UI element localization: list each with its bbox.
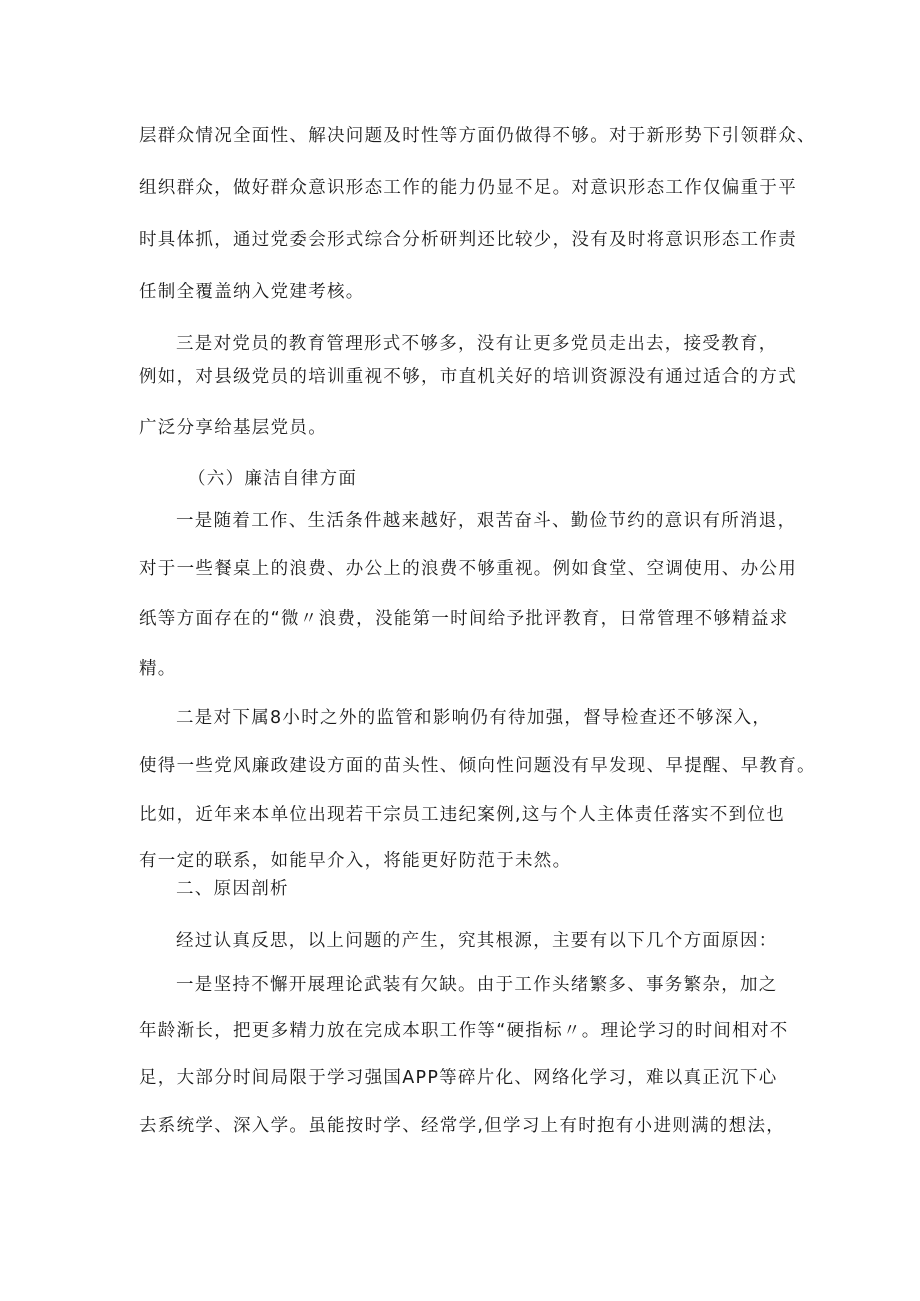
section-heading: 二、原因剖析 [176, 879, 289, 899]
text-line: 层群众情况全面性、解决问题及时性等方面仍做得不够。对于新形势下引领群众、 [139, 126, 816, 146]
text-line: 任制全覆盖纳入党建考核。 [139, 282, 365, 302]
text-line: 组织群众，做好群众意识形态工作的能力仍显不足。对意识形态工作仅偏重于平 [139, 178, 797, 198]
text-line: 一是坚持不懈开展理论武装有欠缺。由于工作头绪繁多、事务繁杂，加之 [176, 975, 778, 995]
text-line: 去系统学、深入学。虽能按时学、经常学,但学习上有时抱有小进则满的想法， [139, 1116, 786, 1136]
text-line: 一是随着工作、生活条件越来越好，艰苦奋斗、勤俭节约的意识有所消退， [176, 511, 797, 531]
text-line: 例如，对县级党员的培训重视不够，市直机关好的培训资源没有通过适合的方式 [139, 367, 797, 387]
text-line: 经过认真反思，以上问题的产生，究其根源，主要有以下几个方面原因： [176, 931, 778, 951]
text-line: 三是对党员的教育管理形式不够多，没有让更多党员走出去，接受教育， [176, 334, 778, 354]
text-line: 对于一些餐桌上的浪费、办公上的浪费不够重视。例如食堂、空调使用、办公用 [139, 559, 797, 579]
text-line: 二是对下属8小时之外的监管和影响仍有待加强，督导检查还不够深入， [176, 708, 772, 728]
text-line: 使得一些党风廉政建设方面的苗头性、倾向性问题没有早发现、早提醒、早教育。 [139, 756, 816, 776]
text-line: 年龄渐长，把更多精力放在完成本职工作等“硬指标〃。理论学习的时间相对不 [139, 1021, 789, 1041]
text-line: 广泛分享给基层党员。 [139, 418, 327, 438]
text-line: 比如，近年来本单位出现若干宗员工违纪案例,这与个人主体责任落实不到位也 [139, 805, 786, 825]
section-heading: （六）廉洁自律方面 [188, 469, 358, 489]
text-line: 时具体抓，通过党委会形式综合分析研判还比较少，没有及时将意识形态工作责 [139, 230, 797, 250]
text-line: 足，大部分时间局限于学习强国APP等碎片化、网络化学习，难以真正沉下心 [139, 1068, 778, 1088]
text-line: 有一定的联系，如能早介入，将能更好防范于未然。 [139, 851, 572, 871]
text-line: 纸等方面存在的“微〃浪费，没能第一时间给予批评教育，日常管理不够精益求 [139, 609, 789, 629]
text-line: 精。 [139, 659, 177, 679]
